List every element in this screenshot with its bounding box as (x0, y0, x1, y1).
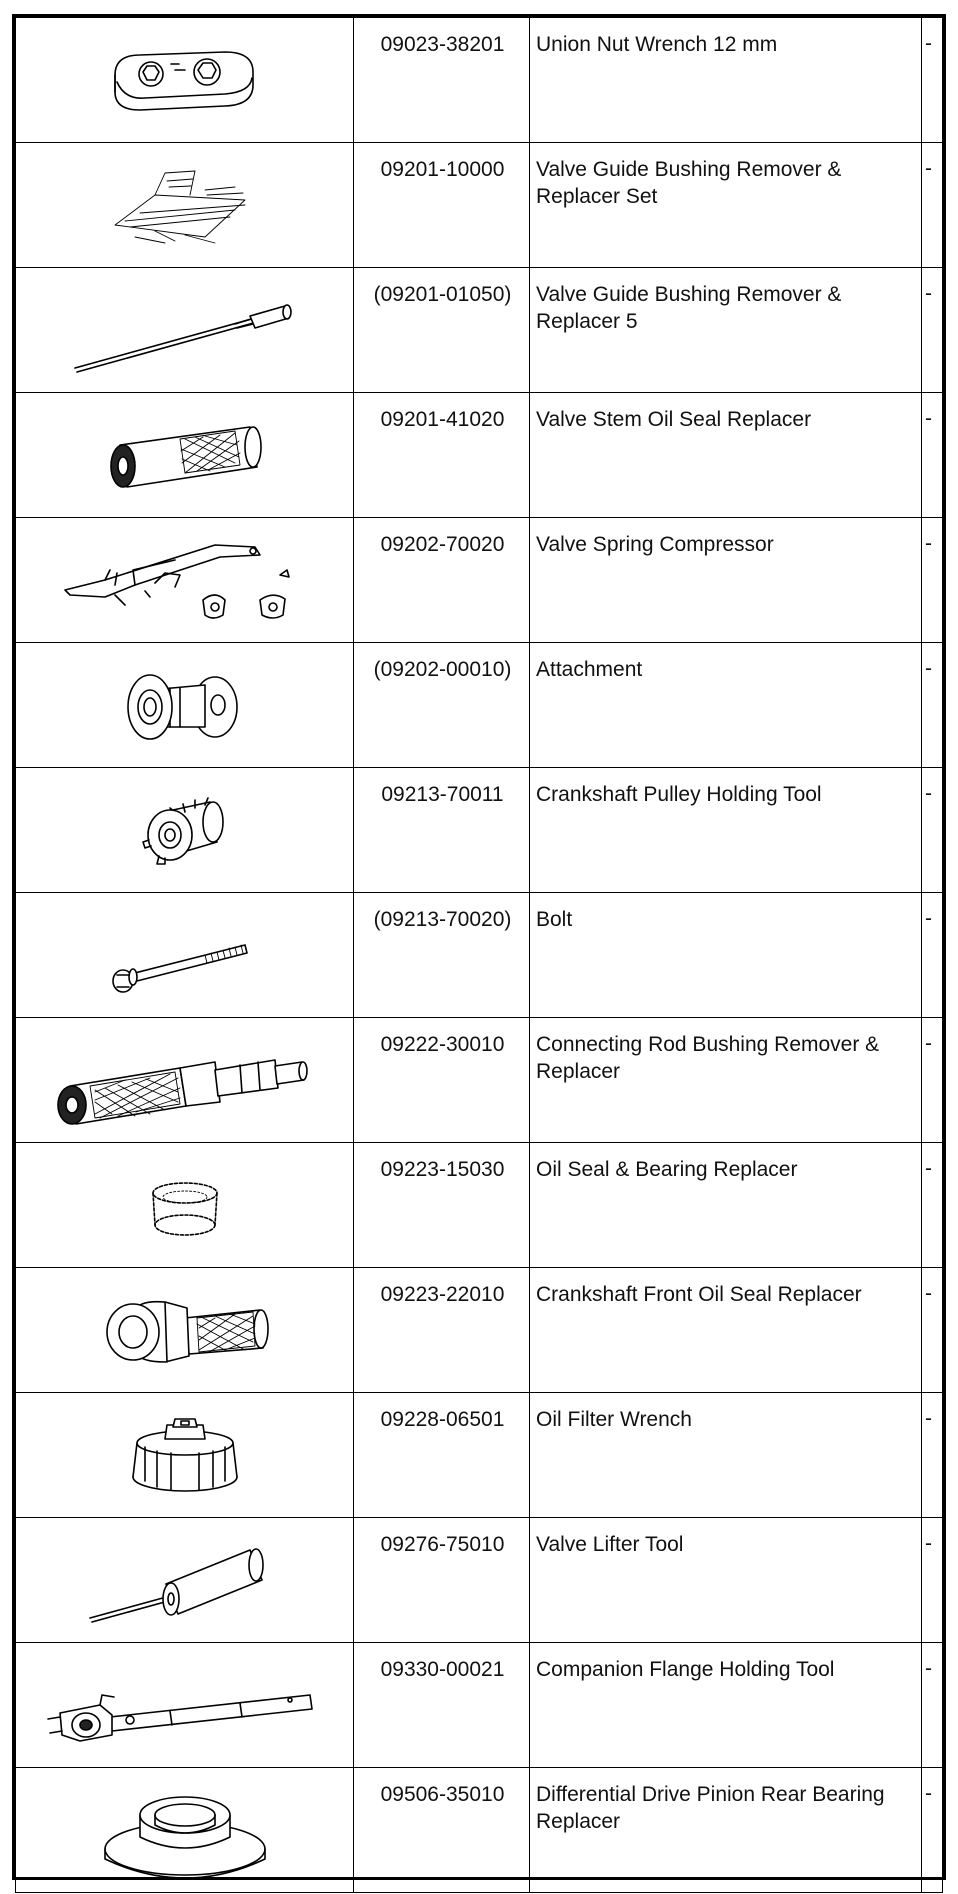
part-number-cell (354, 893, 530, 1018)
part-number-cell (354, 143, 530, 268)
part-number-cell (354, 1518, 530, 1643)
note-cell (922, 518, 943, 643)
tool-name: Attachment (536, 658, 643, 681)
tool-name: Oil Filter Wrench (536, 1408, 692, 1431)
tool-illustration-cell (16, 18, 354, 143)
part-number-cell (354, 1393, 530, 1518)
part-number-cell (354, 1143, 530, 1268)
tool-name-cell (530, 1268, 922, 1393)
tool-name: Valve Lifter Tool (536, 1533, 684, 1556)
note: - (925, 1157, 932, 1180)
note-cell (922, 1643, 943, 1768)
special-service-tools-sheet (12, 14, 946, 1880)
tool-illustration-cell (16, 1143, 354, 1268)
part-number: 09222-30010 (380, 1033, 505, 1056)
part-number: 09330-00021 (380, 1658, 505, 1681)
tool-name-cell (530, 893, 922, 1018)
table-row (16, 1518, 943, 1643)
table-row (16, 1018, 943, 1143)
part-number: 09223-22010 (380, 1283, 505, 1306)
oil-filter-wrench-icon (105, 1405, 265, 1505)
tool-name: Crankshaft Pulley Holding Tool (536, 783, 822, 806)
bolt-icon (95, 915, 275, 995)
part-number-cell (354, 1643, 530, 1768)
tool-name-cell (530, 768, 922, 893)
table-row (16, 268, 943, 393)
part-number: (09201-01050) (373, 283, 512, 306)
table-row (16, 643, 943, 768)
part-number: (09202-00010) (373, 658, 512, 681)
tool-name: Valve Guide Bushing Remover & Replacer 5 (536, 283, 842, 333)
union-nut-wrench-icon (95, 30, 275, 130)
table-row (16, 18, 943, 143)
tool-name-cell (530, 143, 922, 268)
tool-name-cell (530, 393, 922, 518)
note-cell (922, 18, 943, 143)
part-number: 09213-70011 (381, 783, 504, 806)
tool-name: Oil Seal & Bearing Replacer (536, 1158, 798, 1181)
table-row (16, 1768, 943, 1893)
part-number-cell (354, 768, 530, 893)
table-row (16, 1143, 943, 1268)
note-cell (922, 1143, 943, 1268)
tool-illustration-cell (16, 893, 354, 1018)
table-row (16, 893, 943, 1018)
table-row (16, 768, 943, 893)
tool-name: Bolt (536, 908, 573, 931)
tool-name: Union Nut Wrench 12 mm (536, 33, 778, 56)
part-number: 09228-06501 (380, 1408, 505, 1431)
tool-name-cell (530, 643, 922, 768)
note: - (925, 32, 932, 55)
tool-illustration-cell (16, 1518, 354, 1643)
tool-illustration-cell (16, 393, 354, 518)
note: - (925, 1782, 932, 1805)
part-number: 09276-75010 (380, 1533, 505, 1556)
tool-name: Crankshaft Front Oil Seal Replacer (536, 1283, 862, 1306)
part-number-cell (354, 643, 530, 768)
tool-name: Companion Flange Holding Tool (536, 1658, 835, 1681)
tool-name-cell (530, 1143, 922, 1268)
rod-bushing-remover-icon (40, 1030, 330, 1130)
note: - (925, 1032, 932, 1055)
part-number-cell (354, 1768, 530, 1893)
note: - (925, 1532, 932, 1555)
tool-illustration-cell (16, 1268, 354, 1393)
tool-name-cell (530, 268, 922, 393)
note-cell (922, 893, 943, 1018)
table-row (16, 143, 943, 268)
attachment-icon (105, 655, 265, 755)
note: - (925, 1282, 932, 1305)
tool-illustration-cell (16, 518, 354, 643)
note-cell (922, 143, 943, 268)
note-cell (922, 1768, 943, 1893)
front-oil-seal-replacer-icon (85, 1280, 285, 1380)
note-cell (922, 1518, 943, 1643)
note: - (925, 157, 932, 180)
note-cell (922, 768, 943, 893)
flange-holding-tool-icon (40, 1655, 330, 1755)
tool-name: Valve Stem Oil Seal Replacer (536, 408, 812, 431)
valve-guide-set-icon (95, 155, 275, 255)
tool-name: Valve Spring Compressor (536, 533, 774, 556)
table-row (16, 393, 943, 518)
tool-illustration-cell (16, 768, 354, 893)
note-cell (922, 1393, 943, 1518)
tool-name-cell (530, 18, 922, 143)
note-cell (922, 643, 943, 768)
part-number: (09213-70020) (373, 908, 512, 931)
valve-lifter-tool-icon (70, 1530, 300, 1630)
bushing-remover-rod-icon (55, 280, 315, 380)
part-number-cell (354, 393, 530, 518)
pinion-bearing-replacer-icon (90, 1775, 280, 1885)
part-number-cell (354, 18, 530, 143)
note: - (925, 532, 932, 555)
table-row (16, 1393, 943, 1518)
note-cell (922, 1268, 943, 1393)
table-row (16, 518, 943, 643)
tool-name: Valve Guide Bushing Remover & Replacer Set (536, 158, 842, 208)
note: - (925, 282, 932, 305)
tool-illustration-cell (16, 1018, 354, 1143)
pulley-holding-tool-icon (125, 780, 245, 880)
part-number: 09023-38201 (380, 33, 505, 56)
note-cell (922, 393, 943, 518)
note: - (925, 1657, 932, 1680)
note: - (925, 1407, 932, 1430)
tool-illustration-cell (16, 143, 354, 268)
tool-illustration-cell (16, 1393, 354, 1518)
tools-table (15, 17, 943, 1893)
note: - (925, 907, 932, 930)
tool-illustration-cell (16, 643, 354, 768)
table-row (16, 1268, 943, 1393)
valve-spring-compressor-icon (55, 525, 315, 635)
tool-name-cell (530, 1518, 922, 1643)
oil-seal-replacer-icon (85, 405, 285, 505)
tool-illustration-cell (16, 1768, 354, 1893)
tool-name-cell (530, 1768, 922, 1893)
note-cell (922, 268, 943, 393)
tool-name-cell (530, 518, 922, 643)
note: - (925, 782, 932, 805)
part-number-cell (354, 1268, 530, 1393)
tool-illustration-cell (16, 1643, 354, 1768)
note-cell (922, 1018, 943, 1143)
tool-name-cell (530, 1643, 922, 1768)
tool-name-cell (530, 1393, 922, 1518)
tool-name-cell (530, 1018, 922, 1143)
part-number: 09506-35010 (380, 1783, 505, 1806)
part-number: 09223-15030 (380, 1158, 505, 1181)
part-number-cell (354, 518, 530, 643)
tool-name: Connecting Rod Bushing Remover & Replacer (536, 1033, 880, 1083)
bearing-replacer-cup-icon (125, 1155, 245, 1255)
part-number: 09201-10000 (380, 158, 505, 181)
part-number: 09201-41020 (380, 408, 505, 431)
part-number-cell (354, 1018, 530, 1143)
table-row (16, 1643, 943, 1768)
tool-name: Differential Drive Pinion Rear Bearing Replacer (536, 1783, 885, 1833)
note: - (925, 407, 932, 430)
note: - (925, 657, 932, 680)
part-number-cell (354, 268, 530, 393)
tool-illustration-cell (16, 268, 354, 393)
part-number: 09202-70020 (380, 533, 505, 556)
